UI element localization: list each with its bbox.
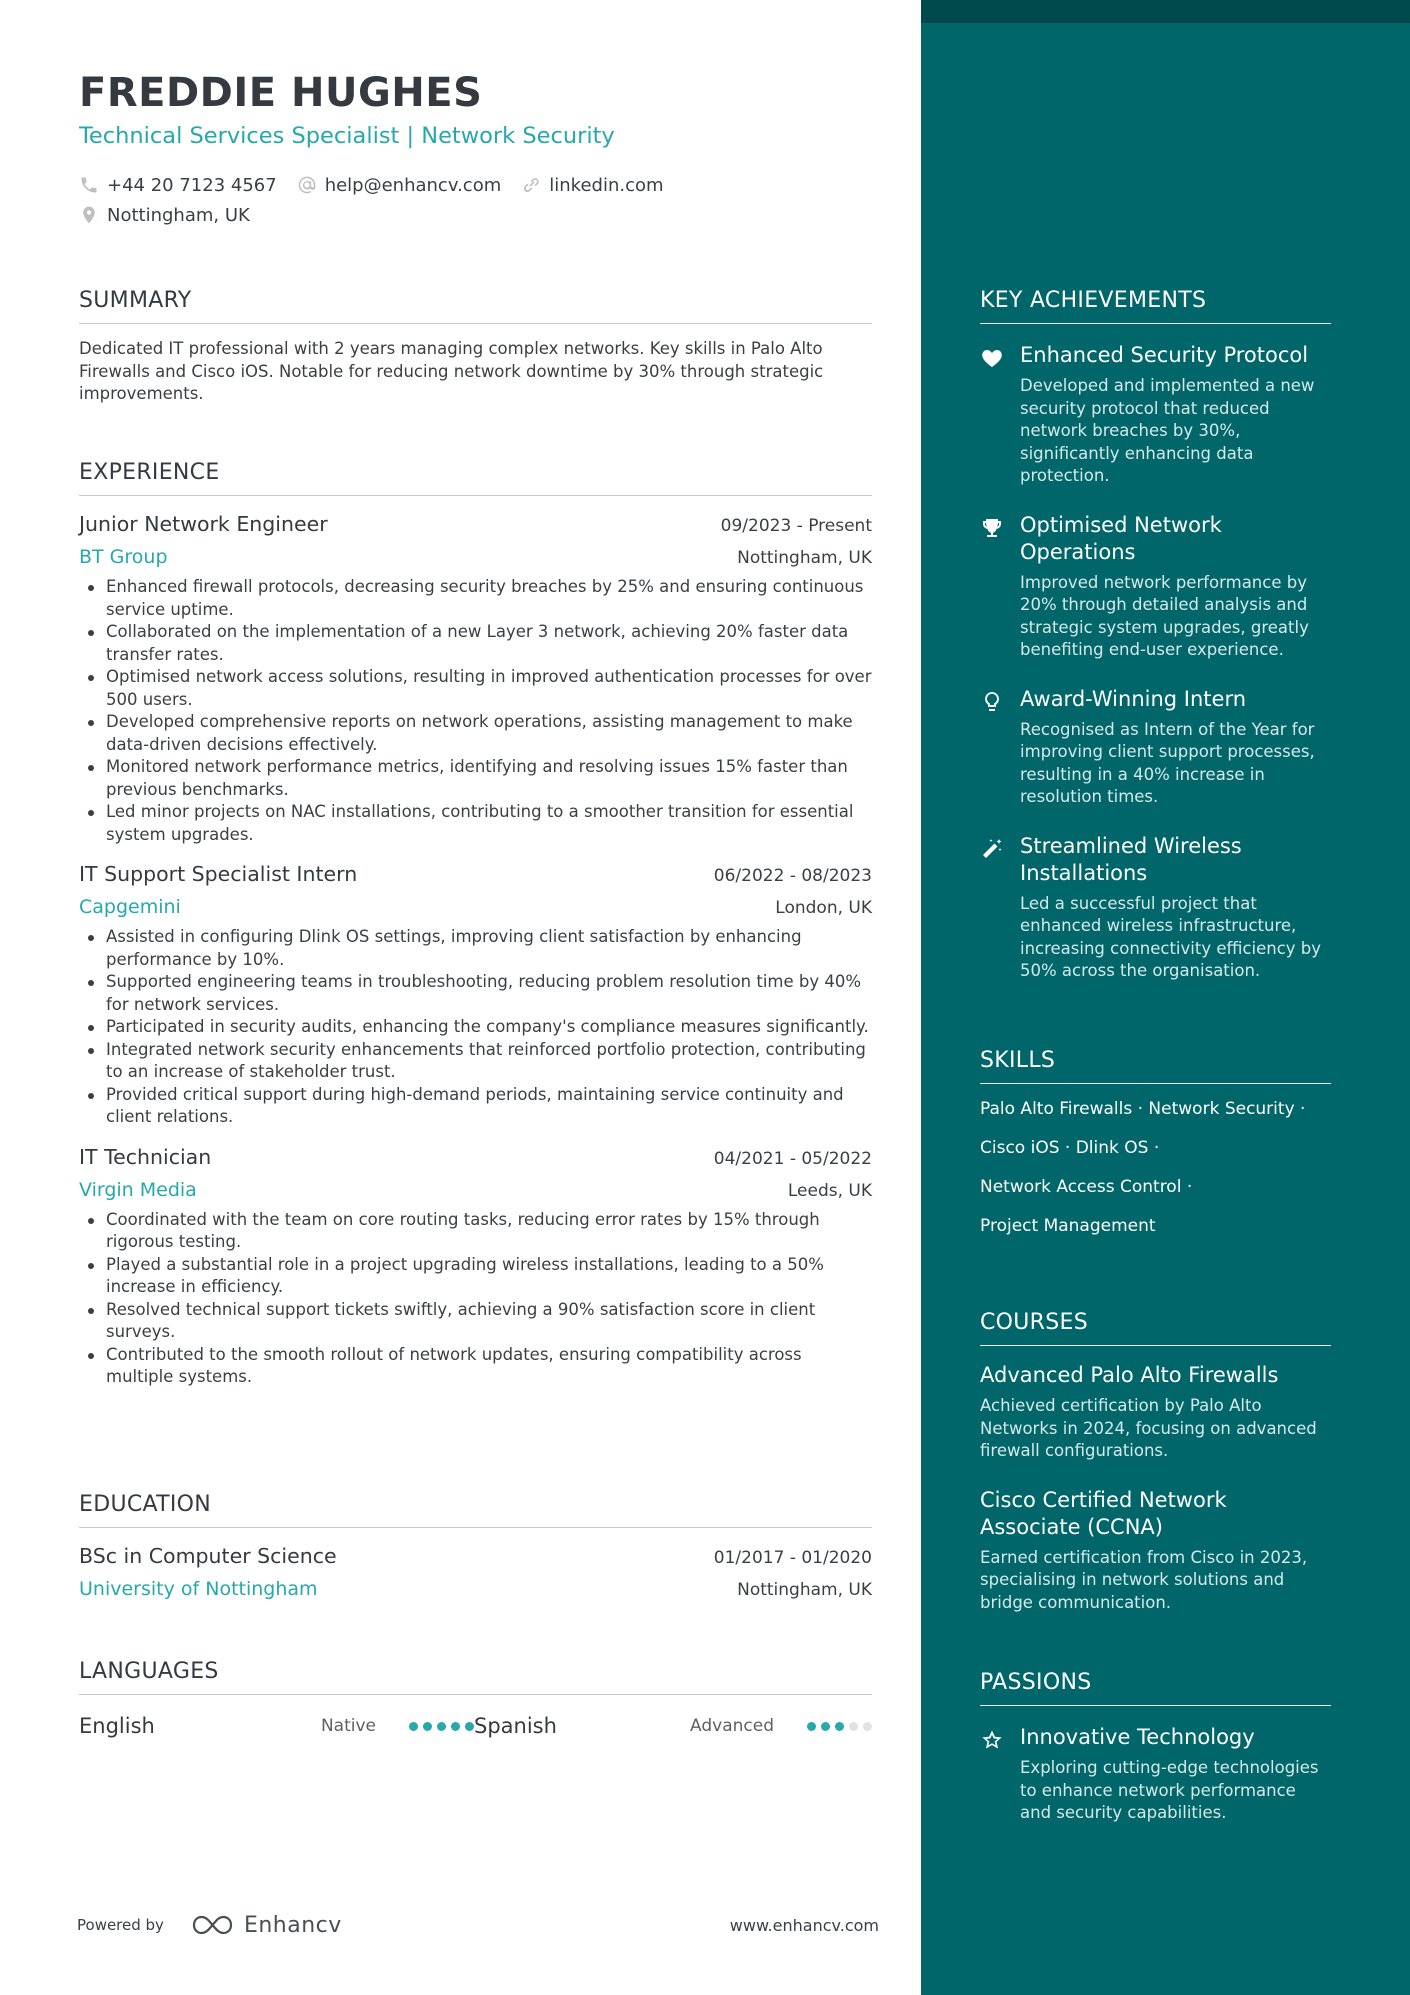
phone-number: +44 20 7123 4567 — [107, 174, 277, 196]
courses-section — [980, 1310, 1331, 1614]
bullet-item: Led minor projects on NAC installations, contributing to a smoother transition for essential system upgrades. — [79, 801, 872, 846]
rating-dot-filled — [835, 1722, 844, 1731]
candidate-name: FREDDIE HUGHES — [79, 70, 483, 116]
achievement-title: Streamlined Wireless Installations — [1020, 833, 1242, 885]
job-role: IT Technician — [79, 1144, 212, 1169]
lightbulb-icon — [980, 690, 1004, 714]
education-section — [79, 1492, 872, 1600]
rating-dot-filled — [807, 1722, 816, 1731]
job-entry — [79, 1145, 872, 1389]
bullet-item: Coordinated with the team on core routing tasks, reducing error rates by 15% through rigorous testing. — [79, 1209, 872, 1254]
achievement-title: Optimised Network Operations — [1020, 512, 1222, 564]
achievement-item — [980, 833, 1331, 983]
job-date: 04/2021 - 05/2022 — [713, 1148, 872, 1169]
language-rating — [802, 1722, 872, 1731]
candidate-title: Technical Services Specialist | Network Security — [79, 123, 615, 149]
experience-section — [79, 460, 872, 1389]
bullet-item: Played a substantial role in a project upgrading wireless installations, leading to a 50% increase in efficiency. — [79, 1254, 872, 1299]
enhancv-logo-icon — [190, 1912, 236, 1938]
bullet-item: Contributed to the smooth rollout of network updates, ensuring compatibility across multiple systems. — [79, 1344, 872, 1389]
languages-section — [79, 1659, 872, 1741]
skills-section — [980, 1048, 1331, 1246]
experience-heading: EXPERIENCE — [79, 460, 872, 496]
school-name: University of Nottingham — [79, 1578, 318, 1600]
courses-heading: COURSES — [980, 1310, 1331, 1346]
powered-by — [77, 1912, 342, 1938]
bullet-item: Supported engineering teams in troubleshooting, reducing problem resolution time by 40% for network services. — [79, 971, 872, 1016]
passions-section — [980, 1670, 1331, 1825]
job-entry — [79, 512, 872, 846]
job-bullets — [79, 1209, 872, 1389]
location-text: Nottingham, UK — [107, 204, 250, 226]
course-description: Achieved certification by Palo Alto Networks in 2024, focusing on advanced firewall configurations. — [980, 1396, 1317, 1460]
skill-line: Project Management — [980, 1216, 1156, 1236]
language-item — [474, 1714, 872, 1738]
link-icon — [521, 175, 541, 195]
star-icon — [980, 1728, 1004, 1752]
degree: BSc in Computer Science — [79, 1544, 337, 1568]
sidebar — [921, 0, 1410, 1995]
job-date: 09/2023 - Present — [720, 516, 872, 536]
rating-dot-filled — [821, 1722, 830, 1731]
sidebar-top-band — [921, 0, 1410, 23]
job-location: Nottingham, UK — [737, 548, 872, 568]
skills-list — [980, 1090, 1331, 1246]
achievement-description: Recognised as Intern of the Year for improving client support processes, resulting in a 40% increase in resolution times. — [1020, 719, 1315, 806]
bullet-item: Optimised network access solutions, resulting in improved authentication processes for over 500 users. — [79, 666, 872, 711]
achievement-item — [980, 686, 1331, 809]
phone-contact[interactable] — [79, 175, 277, 196]
bullet-item: Resolved technical support tickets swiftly, achieving a 90% satisfaction score in client surveys. — [79, 1299, 872, 1344]
skills-heading: SKILLS — [980, 1048, 1331, 1084]
rating-dot-filled — [423, 1722, 432, 1731]
achievement-description: Led a successful project that enhanced wireless infrastructure, increasing connectivity efficiency by 50% across the organisation. — [1020, 893, 1322, 980]
bullet-item: Provided critical support during high-demand periods, maintaining service continuity and client relations. — [79, 1084, 872, 1129]
email-address: help@enhancv.com — [324, 174, 502, 196]
skill-line: Cisco iOS · Dlink OS · — [980, 1138, 1160, 1158]
job-bullets — [79, 576, 872, 846]
passion-title: Innovative Technology — [1020, 1725, 1255, 1749]
passions-heading: PASSIONS — [980, 1670, 1331, 1706]
job-company: Capgemini — [79, 896, 181, 918]
achievement-description: Developed and implemented a new security protocol that reduced network breaches by 30%, significantly enhancing data protection. — [1020, 376, 1315, 485]
education-date: 01/2017 - 01/2020 — [713, 1548, 872, 1568]
education-entry — [79, 1544, 872, 1600]
job-bullets — [79, 926, 872, 1129]
course-title: Advanced Palo Alto Firewalls — [980, 1363, 1279, 1387]
language-level: Native — [320, 1716, 376, 1736]
language-item — [79, 1714, 474, 1738]
footer — [77, 1912, 879, 1938]
language-name: English — [79, 1714, 155, 1738]
email-contact[interactable] — [297, 175, 502, 196]
summary-text: Dedicated IT professional with 2 years managing complex networks. Key skills in Palo Alto Firewalls and Cisco iOS. Notable for reducing network downtime by 30% through strategic improvements. — [79, 339, 824, 403]
heart-icon — [980, 346, 1004, 370]
education-heading: EDUCATION — [79, 1492, 872, 1528]
enhancv-logo[interactable] — [190, 1912, 342, 1938]
achievement-title: Enhanced Security Protocol — [1020, 343, 1309, 367]
skill-line: Palo Alto Firewalls · Network Security · — [980, 1099, 1306, 1119]
language-rating — [404, 1722, 474, 1731]
bullet-item: Monitored network performance metrics, identifying and resolving issues 15% faster than previous benchmarks. — [79, 756, 872, 801]
languages-heading: LANGUAGES — [79, 1659, 872, 1695]
education-location: Nottingham, UK — [737, 1580, 872, 1600]
bullet-item: Integrated network security enhancements that reinforced portfolio protection, contributing to an increase of stakeholder trust. — [79, 1039, 872, 1084]
achievements-section — [980, 288, 1331, 983]
rating-dot-empty — [863, 1722, 872, 1731]
achievement-item — [980, 512, 1331, 662]
at-sign-icon — [297, 175, 317, 195]
trophy-icon — [980, 516, 1004, 540]
job-date: 06/2022 - 08/2023 — [713, 866, 872, 886]
job-role: Junior Network Engineer — [79, 512, 328, 536]
achievement-description: Improved network performance by 20% through detailed analysis and strategic system upgrades, greatly benefiting end-user experience. — [1020, 572, 1309, 659]
job-company: BT Group — [79, 546, 168, 568]
bullet-item: Enhanced firewall protocols, decreasing security breaches by 25% and ensuring continuous service uptime. — [79, 576, 872, 621]
summary-section — [79, 288, 872, 406]
bullet-item: Developed comprehensive reports on network operations, assisting management to make data-driven decisions effectively. — [79, 711, 872, 756]
job-company: Virgin Media — [79, 1178, 197, 1201]
enhancv-brand: Enhancv — [243, 1912, 342, 1938]
linkedin-contact[interactable] — [521, 175, 663, 196]
language-name: Spanish — [474, 1714, 557, 1738]
course-title: Cisco Certified Network Associate (CCNA) — [980, 1487, 1227, 1539]
phone-icon — [79, 175, 99, 195]
course-item — [980, 1487, 1331, 1615]
passion-item — [980, 1724, 1331, 1825]
language-level: Advanced — [690, 1716, 774, 1736]
job-location: London, UK — [775, 898, 872, 918]
passion-description: Exploring cutting-edge technologies to enhance network performance and security capabilities. — [1020, 1758, 1319, 1822]
achievements-heading: KEY ACHIEVEMENTS — [980, 288, 1331, 324]
location-pin-icon — [79, 205, 99, 225]
magic-wand-icon — [980, 837, 1004, 861]
job-entry — [79, 862, 872, 1129]
rating-dot-filled — [451, 1722, 460, 1731]
bullet-item: Collaborated on the implementation of a new Layer 3 network, achieving 20% faster data transfer rates. — [79, 621, 872, 666]
course-item — [980, 1362, 1331, 1463]
skill-line: Network Access Control · — [980, 1177, 1193, 1197]
location-contact — [79, 205, 250, 226]
job-role: IT Support Specialist Intern — [79, 862, 358, 886]
achievement-title: Award-Winning Intern — [1020, 686, 1247, 711]
rating-dot-empty — [849, 1722, 858, 1731]
bullet-item: Assisted in configuring Dlink OS settings, improving client satisfaction by enhancing performance by 10%. — [79, 926, 872, 971]
linkedin-link: linkedin.com — [549, 174, 664, 196]
website-link[interactable]: www.enhancv.com — [729, 1915, 879, 1935]
powered-by-label: Powered by — [77, 1916, 164, 1934]
achievement-item — [980, 342, 1331, 488]
rating-dot-filled — [437, 1722, 446, 1731]
summary-heading: SUMMARY — [79, 288, 872, 324]
rating-dot-filled — [465, 1722, 474, 1731]
bullet-item: Participated in security audits, enhancing the company's compliance measures significantly. — [79, 1016, 872, 1039]
course-description: Earned certification from Cisco in 2023, specialising in network solutions and bridge communication. — [980, 1547, 1308, 1612]
contact-info — [79, 170, 684, 230]
rating-dot-filled — [409, 1722, 418, 1731]
job-location: Leeds, UK — [787, 1180, 872, 1201]
